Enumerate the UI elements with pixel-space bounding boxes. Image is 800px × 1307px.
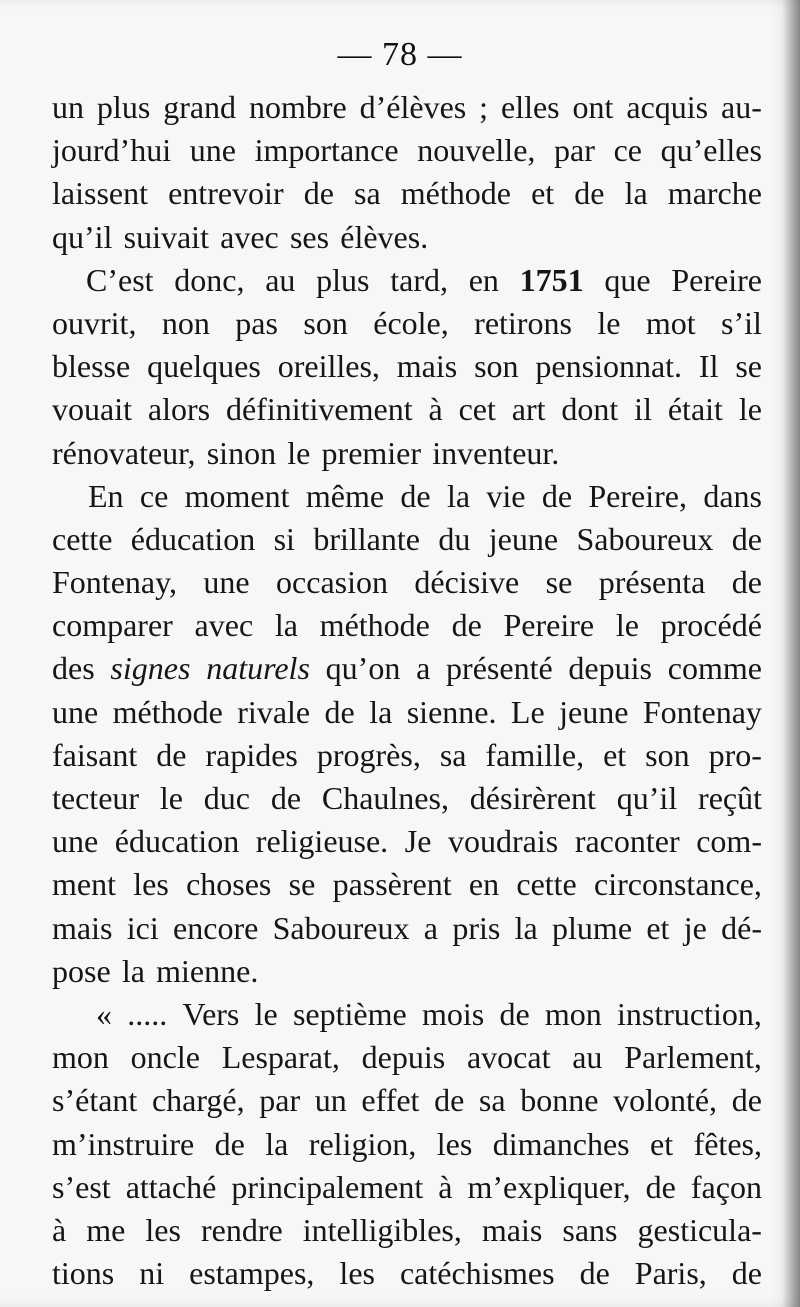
word: pris: [452, 909, 501, 946]
word: brillante: [313, 520, 420, 557]
word: religieuse.: [255, 823, 389, 860]
word: méthode: [319, 607, 430, 644]
word: Pereire: [671, 261, 762, 298]
word: me: [86, 1211, 126, 1248]
word: la: [121, 952, 145, 989]
word: la: [514, 909, 538, 946]
word: de: [214, 1125, 245, 1162]
word: de: [303, 175, 334, 212]
word: Pereire,: [588, 477, 687, 514]
word: acquis: [626, 89, 709, 125]
text-line: [52, 475, 762, 518]
word: les: [339, 1255, 375, 1292]
word: une: [203, 564, 250, 601]
word: en: [468, 866, 500, 903]
word: des: [52, 650, 95, 687]
word: du: [438, 520, 471, 557]
text-line: [52, 820, 762, 863]
word: qu’elles: [660, 132, 762, 169]
text-line: [52, 907, 762, 950]
word: rivale: [237, 693, 311, 730]
word: importance: [254, 132, 399, 169]
word: Saboureux: [576, 520, 714, 557]
word: grand: [163, 89, 237, 125]
word: cette: [52, 520, 113, 557]
word: sienne.: [406, 693, 497, 730]
word: plus: [316, 261, 370, 298]
word: sans: [562, 1211, 618, 1248]
word: à: [52, 1211, 67, 1248]
word: sinon: [206, 434, 277, 471]
word: marche: [667, 175, 762, 212]
word: le: [615, 607, 639, 644]
word: ce: [139, 477, 169, 514]
word: mon: [544, 995, 602, 1032]
page-text: [52, 86, 762, 1295]
text-line: [52, 1036, 762, 1079]
word: sa: [478, 1082, 506, 1119]
word: une: [52, 823, 99, 860]
word: Lesparat,: [221, 1039, 340, 1076]
text-line: [52, 302, 762, 345]
word: chargé,: [151, 1082, 245, 1119]
word: le: [597, 304, 621, 341]
word: d’élèves: [359, 89, 467, 125]
word: un: [52, 89, 84, 125]
word: progrès,: [316, 736, 421, 773]
word: s’il: [721, 304, 762, 341]
word: reçût: [698, 780, 762, 816]
word: de: [156, 736, 187, 773]
word: je: [683, 909, 707, 946]
word: sa: [439, 736, 467, 773]
word: méthode: [400, 175, 511, 212]
word: de: [434, 1082, 465, 1119]
word: fêtes,: [693, 1125, 762, 1162]
word: les: [133, 866, 169, 903]
word: à: [428, 391, 443, 428]
word: mon: [52, 1039, 109, 1076]
word: plume: [552, 909, 633, 946]
word: catéchismes: [399, 1255, 555, 1292]
word: blesse: [52, 348, 131, 385]
word: méthode: [112, 693, 223, 730]
word: nombre: [248, 89, 347, 125]
word: pose: [52, 952, 111, 989]
word: procédé: [660, 607, 762, 644]
word: encore: [173, 909, 259, 946]
word: de: [400, 477, 431, 514]
word: ;: [479, 89, 489, 125]
word: laissent: [52, 175, 148, 212]
text-line: [52, 518, 762, 561]
word: qu’on: [325, 650, 401, 687]
word: le: [287, 434, 311, 471]
word: désirèrent: [469, 780, 596, 816]
word: naturels: [206, 650, 310, 687]
word: de: [574, 175, 605, 212]
word: signes: [110, 650, 191, 687]
word: entrevoir: [168, 175, 284, 212]
word: a: [416, 650, 431, 687]
word: suivait: [123, 218, 209, 255]
word: au: [265, 261, 296, 298]
word: C’est: [86, 261, 154, 298]
text-line: [52, 172, 762, 215]
word: oncle: [130, 1039, 200, 1076]
word: Parlement,: [624, 1039, 762, 1076]
word: inventeur.: [432, 434, 560, 471]
word: raconter: [574, 823, 680, 860]
word: même: [305, 477, 385, 514]
word: jourd’hui: [52, 132, 172, 169]
word: plus: [96, 89, 151, 125]
word: de: [731, 520, 762, 557]
text-line: [52, 1123, 762, 1166]
word: au: [572, 1039, 603, 1076]
word: son: [645, 736, 690, 773]
text-line: [52, 1252, 762, 1295]
word: par: [554, 132, 595, 169]
word: mais: [396, 348, 458, 385]
word: ici: [126, 909, 159, 946]
word: volonté,: [613, 1082, 718, 1119]
word: se: [545, 564, 573, 601]
word: Saboureux: [272, 909, 410, 946]
word: école,: [373, 304, 449, 341]
word: voudrais: [448, 823, 559, 860]
word: passèrent: [332, 866, 452, 903]
word: s’étant: [52, 1082, 138, 1119]
word: choses: [186, 866, 272, 903]
text-line: [52, 1166, 762, 1209]
text-line: [52, 345, 762, 388]
word: il: [634, 391, 652, 428]
word: jeune: [559, 693, 629, 730]
page-edge-shadow: [782, 0, 800, 1307]
word: élèves.: [340, 218, 429, 255]
word: estampes,: [189, 1255, 315, 1292]
word: dimanches: [492, 1125, 630, 1162]
word: ses: [289, 218, 330, 255]
word: retirons: [474, 304, 572, 341]
word: de: [645, 1168, 676, 1205]
word: avec: [194, 607, 254, 644]
text-line: [52, 950, 762, 993]
word: par: [259, 1082, 301, 1119]
word: ment: [52, 866, 116, 903]
word: famille,: [485, 736, 585, 773]
word: attaché: [125, 1168, 217, 1205]
word: sa: [354, 175, 381, 212]
word: de: [541, 477, 573, 514]
word: rénovateur,: [52, 434, 196, 471]
word: à: [438, 1168, 453, 1205]
word: cet: [458, 391, 496, 428]
word: une: [189, 132, 236, 169]
word: de: [499, 995, 530, 1032]
word: la: [624, 175, 648, 212]
word: présenté: [446, 650, 553, 687]
word: Le: [510, 693, 545, 730]
word: et: [650, 1125, 674, 1162]
word: vouait: [52, 391, 132, 428]
word: Il: [698, 348, 719, 385]
text-line: [52, 691, 762, 734]
word: tions: [52, 1255, 115, 1292]
word: au-: [721, 89, 762, 125]
word: premier: [321, 434, 422, 471]
word: s’est: [52, 1168, 111, 1205]
word: mais: [481, 1211, 543, 1248]
word: et: [646, 909, 670, 946]
word: que: [604, 261, 651, 298]
paragraph: [52, 993, 762, 1295]
word: principalement: [231, 1168, 424, 1205]
word: non: [161, 304, 210, 341]
word: instruction,: [617, 995, 762, 1032]
word: de: [731, 564, 762, 601]
text-line: [52, 259, 762, 302]
word: ni: [139, 1255, 165, 1292]
word: oreilles,: [277, 348, 380, 385]
word: son: [303, 304, 348, 341]
word: mienne.: [156, 952, 259, 989]
text-line: [52, 777, 762, 820]
text-line: [52, 1209, 762, 1252]
word: tecteur: [52, 780, 140, 816]
word: le: [254, 995, 278, 1032]
word: .....: [127, 995, 168, 1032]
text-line: [52, 734, 762, 777]
word: vie: [486, 477, 526, 514]
word: le: [738, 391, 762, 428]
word: religion,: [308, 1125, 417, 1162]
word: qu’il: [52, 218, 113, 255]
word: le: [159, 780, 183, 816]
word: mois: [421, 995, 485, 1032]
paragraph: [52, 259, 762, 475]
word: En: [88, 477, 124, 514]
word: qu’il: [616, 780, 678, 816]
word: faisant: [52, 736, 138, 773]
word: donc,: [174, 261, 245, 298]
word: ont: [572, 89, 614, 125]
word: quelques: [147, 348, 261, 385]
word: en: [468, 261, 499, 298]
word: et: [531, 175, 555, 212]
word: présenta: [598, 564, 706, 601]
word: jeune: [488, 520, 559, 557]
word: dont: [561, 391, 619, 428]
word: dans: [703, 477, 762, 514]
text-line: [52, 647, 762, 690]
word: une: [52, 693, 99, 730]
word: comme: [667, 650, 762, 687]
word: occasion: [276, 564, 388, 601]
word: elles: [500, 89, 560, 125]
word: depuis: [361, 1039, 446, 1076]
word: cette: [516, 866, 577, 903]
text-line: [52, 216, 762, 259]
paragraph: [52, 475, 762, 993]
text-line: [52, 432, 762, 475]
text-line: [52, 604, 762, 647]
word: rapides: [205, 736, 298, 773]
word: Vers: [182, 995, 240, 1032]
word: la: [274, 607, 298, 644]
word: effet: [361, 1082, 420, 1119]
word: de: [324, 693, 355, 730]
word: avec: [220, 218, 279, 255]
word: avocat: [466, 1039, 551, 1076]
word: gesticula-: [637, 1211, 762, 1248]
word: de: [270, 780, 302, 816]
paragraph: [52, 86, 762, 259]
word: bonne: [520, 1082, 599, 1119]
word: pro-: [708, 736, 762, 773]
word: Paris,: [634, 1255, 707, 1292]
word: art: [511, 391, 546, 428]
word: circonstance,: [594, 866, 762, 903]
text-line: [52, 86, 762, 129]
word: les: [145, 1211, 181, 1248]
text-line: [52, 863, 762, 906]
word: se: [288, 866, 316, 903]
word: ce: [613, 132, 642, 169]
word: septième: [292, 995, 407, 1032]
word: les: [436, 1125, 473, 1162]
word: pensionnat.: [535, 348, 683, 385]
word: a: [423, 909, 438, 946]
text-line: [52, 1079, 762, 1122]
word: éducation: [114, 823, 240, 860]
word: depuis: [568, 650, 652, 687]
word: alors: [147, 391, 211, 428]
word: de: [579, 1255, 610, 1292]
word: de: [731, 1082, 762, 1119]
word: un: [314, 1082, 347, 1119]
word: et: [603, 736, 627, 773]
word: duc: [203, 780, 250, 816]
word: façon: [690, 1168, 762, 1205]
text-line: [52, 388, 762, 431]
word: moment: [184, 477, 290, 514]
word: décisive: [414, 564, 520, 601]
word: la: [446, 477, 471, 514]
word: éducation: [130, 520, 256, 557]
word: Fontenay: [642, 693, 762, 730]
text-line: [52, 993, 762, 1036]
word: m’expliquer,: [467, 1168, 631, 1205]
word: tard,: [390, 261, 448, 298]
word: était: [667, 391, 723, 428]
word: Fontenay,: [52, 564, 178, 601]
text-line: [52, 129, 762, 172]
word: mot: [645, 304, 696, 341]
word: intelligibles,: [302, 1211, 462, 1248]
word: définitivement: [225, 391, 413, 428]
word: de: [731, 1255, 762, 1292]
word: m’instruire: [52, 1125, 195, 1162]
word: Je: [404, 823, 432, 860]
word: dé-: [721, 909, 762, 946]
word: son: [474, 348, 519, 385]
word: nouvelle,: [417, 132, 536, 169]
word: se: [735, 348, 762, 385]
page-number: — 78 —: [337, 36, 463, 73]
word: rendre: [200, 1211, 283, 1248]
word: mais: [52, 909, 113, 946]
word: «: [96, 995, 112, 1032]
word: Pereire: [503, 607, 595, 644]
word: de: [451, 607, 482, 644]
word: comparer: [52, 607, 173, 644]
word: com-: [696, 823, 762, 860]
word: la: [265, 1125, 289, 1162]
word: pas: [235, 304, 278, 341]
word: la: [369, 693, 393, 730]
word: Chaulnes,: [321, 780, 449, 816]
text-line: [52, 561, 762, 604]
word: 1751: [519, 261, 584, 298]
word: si: [273, 520, 295, 557]
word: ouvrit,: [52, 304, 137, 341]
